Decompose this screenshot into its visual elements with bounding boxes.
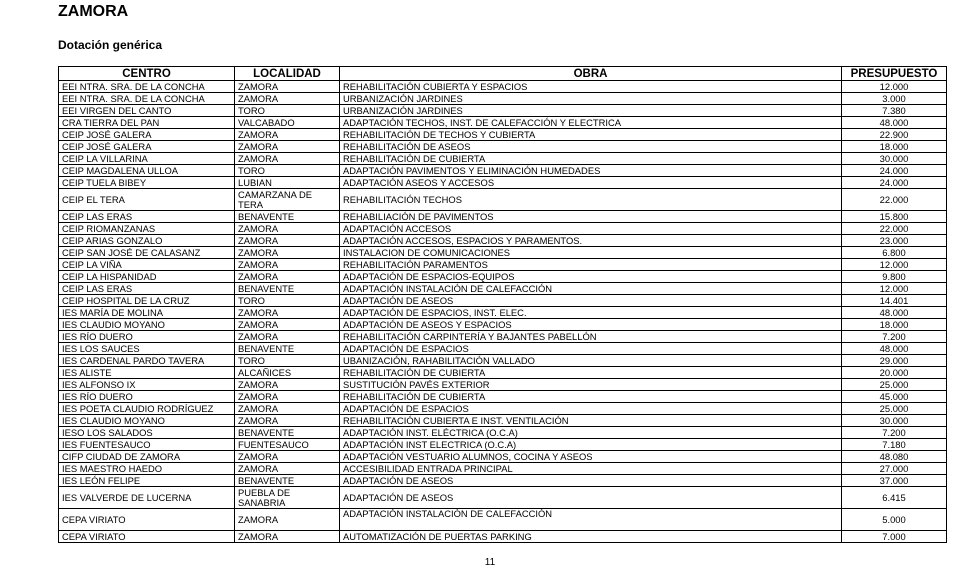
page-number: 11 <box>484 557 496 568</box>
cell-obra: REHABILITACIÓN DE ASEOS <box>340 141 842 153</box>
cell-localidad: ZAMORA <box>235 331 340 343</box>
cell-localidad: ZAMORA <box>235 141 340 153</box>
cell-obra: ACCESIBILIDAD ENTRADA PRINCIPAL <box>340 463 842 475</box>
cell-obra: INSTALACION DE COMUNICACIONES <box>340 247 842 259</box>
cell-obra: REHABILIACIÓN DE PAVIMENTOS <box>340 211 842 223</box>
cell-presupuesto: 37.000 <box>842 475 947 487</box>
column-header-centro: CENTRO <box>59 67 235 81</box>
cell-obra: ADAPTACIÓN DE ESPACIOS-EQUIPOS <box>340 271 842 283</box>
column-header-obra: OBRA <box>340 67 842 81</box>
cell-localidad: VALCABADO <box>235 117 340 129</box>
cell-centro: CEIP MAGDALENA ULLOA <box>59 165 235 177</box>
table-row <box>59 343 947 355</box>
cell-presupuesto: 45.000 <box>842 391 947 403</box>
cell-presupuesto: 7.000 <box>842 531 947 543</box>
cell-centro: IESO LOS SALADOS <box>59 427 235 439</box>
table-row <box>59 223 947 235</box>
cell-centro: IES LEÓN FELIPE <box>59 475 235 487</box>
cell-obra: ADAPTACIÓN DE ESPACIOS <box>340 403 842 415</box>
cell-obra: REHABILITACIÓN PARAMENTOS <box>340 259 842 271</box>
cell-presupuesto: 7.180 <box>842 439 947 451</box>
cell-obra: REHABILITACIÓN CUBIERTA E INST. VENTILACIÓN <box>340 415 842 427</box>
cell-obra: REHABILITACIÓN DE CUBIERTA <box>340 391 842 403</box>
cell-obra: REHABILITACIÓN TECHOS <box>340 189 842 211</box>
table-row <box>59 531 947 543</box>
cell-localidad: PUEBLA DE SANABRIA <box>235 487 340 509</box>
table-row <box>59 487 947 509</box>
cell-localidad: ZAMORA <box>235 379 340 391</box>
cell-obra: ADAPTACIÓN PAVIMENTOS Y ELIMINACIÓN HUMEDADES <box>340 165 842 177</box>
cell-obra: ADAPTACIÓN INSTALACIÓN DE CALEFACCIÓN <box>340 509 842 531</box>
cell-presupuesto: 22.000 <box>842 223 947 235</box>
cell-obra: ADAPTACIÓN VESTUARIO ALUMNOS, COCINA Y ASEOS <box>340 451 842 463</box>
table-row <box>59 391 947 403</box>
cell-presupuesto: 48.080 <box>842 451 947 463</box>
cell-presupuesto: 27.000 <box>842 463 947 475</box>
page-title: ZAMORA <box>58 3 129 20</box>
cell-localidad: ZAMORA <box>235 129 340 141</box>
cell-obra: URBANIZACIÓN JARDINES <box>340 93 842 105</box>
cell-presupuesto: 48.000 <box>842 307 947 319</box>
cell-obra: ADAPTACIÓN INST ELECTRICA (O.C.A) <box>340 439 842 451</box>
cell-localidad: TORO <box>235 165 340 177</box>
cell-obra: AUTOMATIZACIÓN DE PUERTAS PARKING <box>340 531 842 543</box>
cell-centro: IES ALFONSO IX <box>59 379 235 391</box>
cell-presupuesto: 25.000 <box>842 379 947 391</box>
cell-centro: CIFP CIUDAD DE ZAMORA <box>59 451 235 463</box>
table-row <box>59 177 947 189</box>
cell-obra: ADAPTACIÓN DE ESPACIOS <box>340 343 842 355</box>
cell-localidad: ZAMORA <box>235 391 340 403</box>
table-row <box>59 415 947 427</box>
cell-centro: IES POETA CLAUDIO RODRÍGUEZ <box>59 403 235 415</box>
cell-centro: CEIP EL TERA <box>59 189 235 211</box>
cell-obra: UBANIZACIÓN, RAHABILITACIÓN VALLADO <box>340 355 842 367</box>
cell-localidad: ZAMORA <box>235 463 340 475</box>
table-row <box>59 117 947 129</box>
cell-presupuesto: 30.000 <box>842 415 947 427</box>
cell-centro: IES LOS SAUCES <box>59 343 235 355</box>
cell-obra: ADAPTACIÓN INST. ELÉCTRICA (O.C.A) <box>340 427 842 439</box>
table-header-row <box>59 67 947 81</box>
cell-presupuesto: 29.000 <box>842 355 947 367</box>
cell-obra: ADAPTACIÓN DE ASEOS <box>340 295 842 307</box>
cell-obra: URBANIZACIÓN JARDINES <box>340 105 842 117</box>
cell-centro: IES CLAUDIO MOYANO <box>59 415 235 427</box>
cell-presupuesto: 48.000 <box>842 117 947 129</box>
table-row <box>59 271 947 283</box>
cell-obra: ADAPTACIÓN DE ASEOS <box>340 487 842 509</box>
cell-localidad: LUBIAN <box>235 177 340 189</box>
cell-centro: CEIP LA VIÑA <box>59 259 235 271</box>
cell-presupuesto: 30.000 <box>842 153 947 165</box>
table-row <box>59 129 947 141</box>
cell-localidad: ZAMORA <box>235 93 340 105</box>
cell-obra: ADAPTACIÓN DE ASEOS Y ESPACIOS <box>340 319 842 331</box>
cell-presupuesto: 12.000 <box>842 81 947 93</box>
cell-centro: IES MARÍA DE MOLINA <box>59 307 235 319</box>
cell-localidad: ZAMORA <box>235 247 340 259</box>
section-subtitle: Dotación genérica <box>58 38 163 52</box>
cell-localidad: ZAMORA <box>235 81 340 93</box>
cell-centro: CEIP LA VILLARINA <box>59 153 235 165</box>
table-row <box>59 319 947 331</box>
cell-centro: CEIP TUELA BIBEY <box>59 177 235 189</box>
cell-centro: IES VALVERDE DE LUCERNA <box>59 487 235 509</box>
cell-localidad: CAMARZANA DE TERA <box>235 189 340 211</box>
table-row <box>59 283 947 295</box>
cell-presupuesto: 7.380 <box>842 105 947 117</box>
cell-centro: IES RÍO DUERO <box>59 331 235 343</box>
cell-centro: CEIP HOSPITAL DE LA CRUZ <box>59 295 235 307</box>
cell-presupuesto: 22.900 <box>842 129 947 141</box>
cell-localidad: FUENTESAUCO <box>235 439 340 451</box>
cell-localidad: ZAMORA <box>235 271 340 283</box>
cell-presupuesto: 6.415 <box>842 487 947 509</box>
table-row <box>59 439 947 451</box>
table-row <box>59 475 947 487</box>
cell-localidad: BENAVENTE <box>235 343 340 355</box>
table-row <box>59 81 947 93</box>
cell-localidad: ZAMORA <box>235 235 340 247</box>
cell-obra: ADAPTACIÓN ACCESOS, ESPACIOS Y PARAMENTOS. <box>340 235 842 247</box>
cell-localidad: BENAVENTE <box>235 475 340 487</box>
table-row <box>59 403 947 415</box>
table-row <box>59 105 947 117</box>
cell-presupuesto: 5.000 <box>842 509 947 531</box>
cell-localidad: ALCAÑICES <box>235 367 340 379</box>
cell-presupuesto: 6.800 <box>842 247 947 259</box>
cell-localidad: ZAMORA <box>235 223 340 235</box>
cell-presupuesto: 12.000 <box>842 259 947 271</box>
cell-obra: REHABILITACIÓN CARPINTERÍA Y BAJANTES PABELLÓN <box>340 331 842 343</box>
cell-centro: EEI NTRA. SRA. DE LA CONCHA <box>59 81 235 93</box>
cell-presupuesto: 18.000 <box>842 141 947 153</box>
cell-localidad: ZAMORA <box>235 415 340 427</box>
table-row <box>59 355 947 367</box>
cell-centro: CEIP SAN JOSÉ DE CALASANZ <box>59 247 235 259</box>
cell-centro: CRA TIERRA DEL PAN <box>59 117 235 129</box>
cell-centro: CEIP LAS ERAS <box>59 283 235 295</box>
table-row <box>59 165 947 177</box>
cell-localidad: TORO <box>235 355 340 367</box>
cell-presupuesto: 7.200 <box>842 427 947 439</box>
cell-localidad: ZAMORA <box>235 403 340 415</box>
cell-obra: REHABILITACIÓN DE CUBIERTA <box>340 153 842 165</box>
cell-centro: CEPA VIRIATO <box>59 509 235 531</box>
cell-centro: CEIP JOSÉ GALERA <box>59 141 235 153</box>
cell-centro: EEI VIRGEN DEL CANTO <box>59 105 235 117</box>
table-row <box>59 211 947 223</box>
table-row <box>59 451 947 463</box>
cell-obra: ADAPTACIÓN INSTALACIÓN DE CALEFACCIÓN <box>340 283 842 295</box>
table-row <box>59 189 947 211</box>
table-row <box>59 307 947 319</box>
cell-presupuesto: 3.000 <box>842 93 947 105</box>
cell-centro: IES CLAUDIO MOYANO <box>59 319 235 331</box>
cell-obra: ADAPTACIÓN TECHOS, INST. DE CALEFACCIÓN Y ELECTRICA <box>340 117 842 129</box>
cell-localidad: ZAMORA <box>235 307 340 319</box>
cell-presupuesto: 24.000 <box>842 177 947 189</box>
cell-obra: REHABILITACIÓN CUBIERTA Y ESPACIOS <box>340 81 842 93</box>
cell-localidad: ZAMORA <box>235 259 340 271</box>
cell-presupuesto: 14.401 <box>842 295 947 307</box>
cell-localidad: BENAVENTE <box>235 427 340 439</box>
cell-obra: ADAPTACIÓN DE ESPACIOS, INST. ELEC. <box>340 307 842 319</box>
cell-presupuesto: 22.000 <box>842 189 947 211</box>
cell-obra: REHABILITACIÓN DE CUBIERTA <box>340 367 842 379</box>
cell-centro: CEIP LA HISPANIDAD <box>59 271 235 283</box>
cell-presupuesto: 18.000 <box>842 319 947 331</box>
cell-centro: CEIP ARIAS GONZALO <box>59 235 235 247</box>
table-row <box>59 463 947 475</box>
cell-presupuesto: 15.800 <box>842 211 947 223</box>
cell-centro: CEIP JOSÉ GALERA <box>59 129 235 141</box>
cell-centro: EEI NTRA. SRA. DE LA CONCHA <box>59 93 235 105</box>
cell-centro: IES ALISTE <box>59 367 235 379</box>
cell-centro: CEIP LAS ERAS <box>59 211 235 223</box>
cell-localidad: TORO <box>235 295 340 307</box>
cell-presupuesto: 7.200 <box>842 331 947 343</box>
table-row <box>59 259 947 271</box>
cell-centro: IES CARDENAL PARDO TAVERA <box>59 355 235 367</box>
cell-localidad: ZAMORA <box>235 153 340 165</box>
table-row <box>59 379 947 391</box>
cell-localidad: BENAVENTE <box>235 211 340 223</box>
cell-centro: IES MAESTRO HAEDO <box>59 463 235 475</box>
table-row <box>59 93 947 105</box>
cell-localidad: ZAMORA <box>235 509 340 531</box>
table-body <box>59 81 947 543</box>
cell-presupuesto: 48.000 <box>842 343 947 355</box>
table-row <box>59 235 947 247</box>
cell-centro: CEPA VIRIATO <box>59 531 235 543</box>
cell-centro: IES FUENTESAUCO <box>59 439 235 451</box>
cell-localidad: BENAVENTE <box>235 283 340 295</box>
table-row <box>59 427 947 439</box>
column-header-presupuesto: PRESUPUESTO <box>842 67 947 81</box>
cell-localidad: ZAMORA <box>235 319 340 331</box>
cell-obra: ADAPTACIÓN ASEOS Y ACCESOS <box>340 177 842 189</box>
cell-obra: REHABILITACIÓN DE TECHOS Y CUBIERTA <box>340 129 842 141</box>
cell-centro: IES RÍO DUERO <box>59 391 235 403</box>
table-row <box>59 331 947 343</box>
table-row <box>59 295 947 307</box>
cell-presupuesto: 12.000 <box>842 283 947 295</box>
table-row <box>59 141 947 153</box>
budget-table <box>58 66 947 543</box>
cell-localidad: ZAMORA <box>235 451 340 463</box>
cell-localidad: ZAMORA <box>235 531 340 543</box>
cell-obra: SUSTITUCIÓN PAVÉS EXTERIOR <box>340 379 842 391</box>
cell-presupuesto: 23.000 <box>842 235 947 247</box>
cell-presupuesto: 9.800 <box>842 271 947 283</box>
cell-obra: ADAPTACIÓN DE ASEOS <box>340 475 842 487</box>
cell-presupuesto: 20.000 <box>842 367 947 379</box>
table-row <box>59 367 947 379</box>
table-row <box>59 153 947 165</box>
table-row <box>59 247 947 259</box>
cell-presupuesto: 25.000 <box>842 403 947 415</box>
cell-presupuesto: 24.000 <box>842 165 947 177</box>
table-row <box>59 509 947 531</box>
cell-obra: ADAPTACIÓN ACCESOS <box>340 223 842 235</box>
cell-localidad: TORO <box>235 105 340 117</box>
cell-centro: CEIP RIOMANZANAS <box>59 223 235 235</box>
column-header-localidad: LOCALIDAD <box>235 67 340 81</box>
